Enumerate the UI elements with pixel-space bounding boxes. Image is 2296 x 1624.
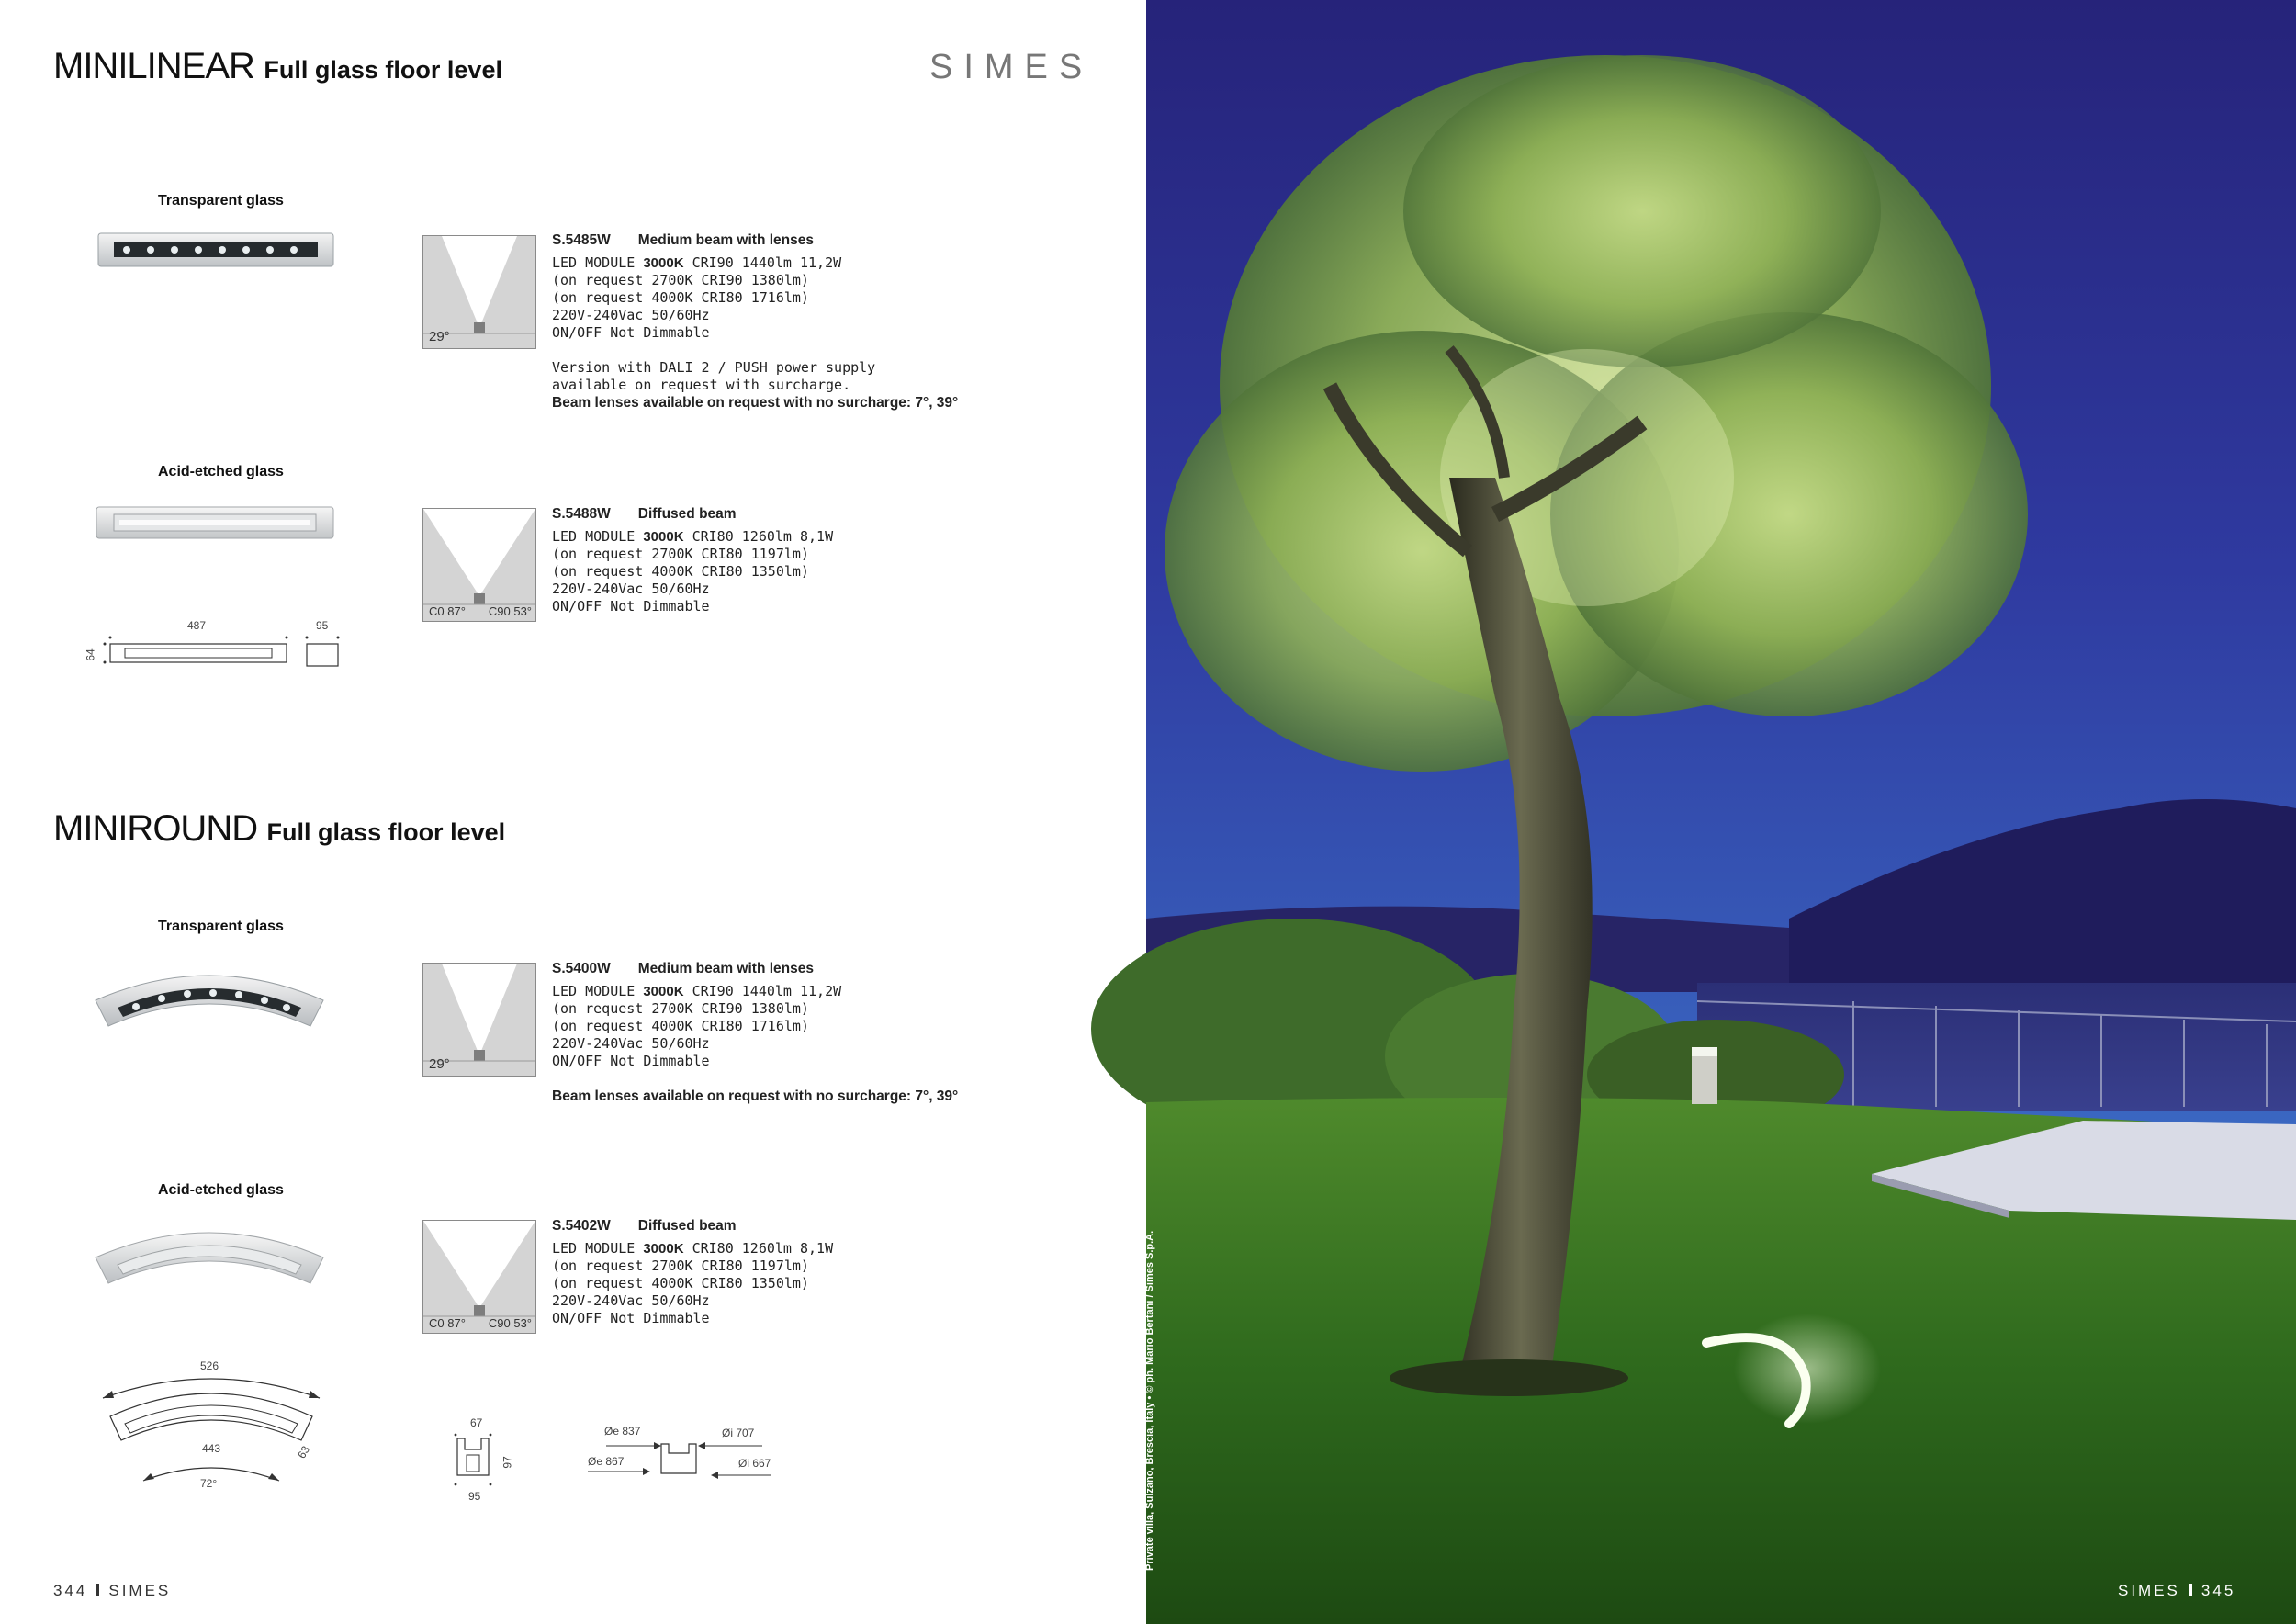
variant-label: Transparent glass xyxy=(158,193,284,209)
beam-lens-note: Beam lenses available on request with no surcharge: 7°, 39° xyxy=(552,1088,959,1104)
product-name: MINIROUND xyxy=(53,808,258,849)
module-prefix: LED MODULE xyxy=(552,1240,644,1257)
dim-depth: 63 xyxy=(295,1443,313,1461)
page-footer-right xyxy=(2118,1582,2235,1600)
variant-label: Acid-etched glass xyxy=(158,464,284,479)
minilinear-transparent-fixture-image xyxy=(97,231,336,270)
beam-diagram-diffused xyxy=(422,508,536,622)
spec-line: 220V-240Vac 50/60Hz xyxy=(552,1292,710,1309)
page-number: 344 xyxy=(53,1582,88,1599)
spec-line: (on request 2700K CRI80 1197lm) xyxy=(552,546,809,562)
beam-diagram-diffused xyxy=(422,1220,536,1334)
product-code: S.5485W xyxy=(552,232,611,248)
footer-brand: SIMES xyxy=(108,1582,172,1599)
page-footer-left xyxy=(53,1582,171,1600)
spec-block-s5402w xyxy=(552,1217,833,1327)
catalog-right-page xyxy=(1146,0,2296,1624)
product-code: S.5400W xyxy=(552,961,611,976)
module-rest: CRI80 1260lm 8,1W xyxy=(683,1240,834,1257)
miniround-transparent-fixture-image xyxy=(92,960,327,1033)
dim-height: 64 xyxy=(84,648,97,661)
spec-line: 220V-240Vac 50/60Hz xyxy=(552,1035,710,1052)
dim-inner-diameter-2: Øi 667 xyxy=(738,1457,771,1470)
spec-block-s5488w xyxy=(552,505,833,615)
module-prefix: LED MODULE xyxy=(552,528,644,545)
profile-section-drawing xyxy=(450,1431,496,1490)
page-number: 345 xyxy=(2200,1582,2236,1599)
module-rest: CRI80 1260lm 8,1W xyxy=(683,528,834,545)
divider-bar xyxy=(2189,1584,2192,1596)
spec-line: (on request 4000K CRI80 1716lm) xyxy=(552,1018,809,1034)
product-subtitle: Full glass floor level xyxy=(266,818,506,846)
variant-label: Transparent glass xyxy=(158,919,284,934)
led-module-line xyxy=(552,254,958,272)
spec-line: ON/OFF Not Dimmable xyxy=(552,598,710,615)
beam-type: Diffused beam xyxy=(637,1218,737,1234)
module-temp: 3000K xyxy=(643,1241,684,1257)
module-rest: CRI90 1440lm 11,2W xyxy=(683,983,842,999)
product-code: S.5402W xyxy=(552,1218,611,1234)
dim-outer: 526 xyxy=(200,1359,219,1372)
beam-type: Medium beam with lenses xyxy=(637,961,814,976)
spec-extra-line: Version with DALI 2 / PUSH power supply xyxy=(552,359,876,376)
garden-tree-photo xyxy=(1146,0,2296,1624)
product-code: S.5488W xyxy=(552,506,611,522)
spec-line: (on request 2700K CRI90 1380lm) xyxy=(552,272,809,288)
spec-line: (on request 4000K CRI80 1350lm) xyxy=(552,563,809,580)
dim-width: 95 xyxy=(316,619,329,632)
divider-bar xyxy=(96,1584,99,1596)
diameter-section-drawing xyxy=(588,1438,781,1484)
section-title-minilinear xyxy=(53,46,502,87)
spec-line: ON/OFF Not Dimmable xyxy=(552,1053,710,1069)
spec-line: (on request 4000K CRI80 1350lm) xyxy=(552,1275,809,1291)
spec-line: 220V-240Vac 50/60Hz xyxy=(552,581,710,597)
product-name: MINILINEAR xyxy=(53,46,254,86)
module-temp: 3000K xyxy=(643,529,684,545)
product-subtitle: Full glass floor level xyxy=(264,56,502,84)
led-module-line xyxy=(552,983,958,1000)
module-temp: 3000K xyxy=(643,984,684,999)
minilinear-acid-fixture-image xyxy=(96,505,336,542)
spec-code-row xyxy=(552,231,958,249)
spec-code-row xyxy=(552,960,958,977)
beam-diagram-medium xyxy=(422,235,536,349)
module-rest: CRI90 1440lm 11,2W xyxy=(683,254,842,271)
led-module-line xyxy=(552,528,833,546)
spec-extra-line: available on request with surcharge. xyxy=(552,377,851,393)
beam-angle-c90: C90 53° xyxy=(488,1316,532,1330)
spec-line: ON/OFF Not Dimmable xyxy=(552,324,710,341)
spec-code-row xyxy=(552,505,833,523)
beam-angle-c90: C90 53° xyxy=(488,604,532,618)
arc-dimension-drawing xyxy=(92,1369,331,1488)
dim-profile-bottom: 95 xyxy=(468,1490,481,1503)
spec-code-row xyxy=(552,1217,833,1235)
beam-type: Medium beam with lenses xyxy=(637,232,814,248)
footer-brand: SIMES xyxy=(2118,1582,2180,1599)
module-prefix: LED MODULE xyxy=(552,983,644,999)
beam-angle-label: 29° xyxy=(429,329,450,344)
dim-profile-side: 97 xyxy=(501,1456,514,1469)
spec-line: (on request 4000K CRI80 1716lm) xyxy=(552,289,809,306)
spec-line: (on request 2700K CRI90 1380lm) xyxy=(552,1000,809,1017)
beam-lens-note: Beam lenses available on request with no surcharge: 7°, 39° xyxy=(552,395,959,411)
dim-profile-top: 67 xyxy=(470,1416,483,1429)
miniround-acid-fixture-image xyxy=(92,1217,327,1291)
beam-angle-label: 29° xyxy=(429,1056,450,1072)
photo-credit: Private villa, Sulzano, Brescia, Italy • © ph. Mario Bertani / Simes S.p.A. xyxy=(1144,1230,1155,1571)
dim-length: 487 xyxy=(187,619,207,632)
spec-line: (on request 2700K CRI80 1197lm) xyxy=(552,1257,809,1274)
dimension-outline-drawing xyxy=(101,634,344,671)
beam-angle-c0: C0 87° xyxy=(429,604,466,618)
variant-label: Acid-etched glass xyxy=(158,1182,284,1198)
section-title-miniround xyxy=(53,808,505,850)
catalog-left-page xyxy=(0,0,1146,1624)
beam-type: Diffused beam xyxy=(637,506,737,522)
dim-inner-diameter: Øi 707 xyxy=(722,1427,755,1439)
spec-block-s5400w xyxy=(552,960,958,1105)
beam-diagram-medium xyxy=(422,963,536,1077)
beam-angle-c0: C0 87° xyxy=(429,1316,466,1330)
brand-logo-text: SIMES xyxy=(929,48,1094,86)
dim-arc-angle: 72° xyxy=(200,1477,218,1490)
module-prefix: LED MODULE xyxy=(552,254,644,271)
spec-line: ON/OFF Not Dimmable xyxy=(552,1310,710,1326)
dim-outer-diameter-2: Øe 867 xyxy=(588,1455,625,1468)
module-temp: 3000K xyxy=(643,255,684,271)
led-module-line xyxy=(552,1240,833,1257)
dim-inner: 443 xyxy=(202,1442,221,1455)
spec-line: 220V-240Vac 50/60Hz xyxy=(552,307,710,323)
spec-block-s5485w xyxy=(552,231,958,412)
dim-outer-diameter: Øe 837 xyxy=(604,1425,641,1438)
